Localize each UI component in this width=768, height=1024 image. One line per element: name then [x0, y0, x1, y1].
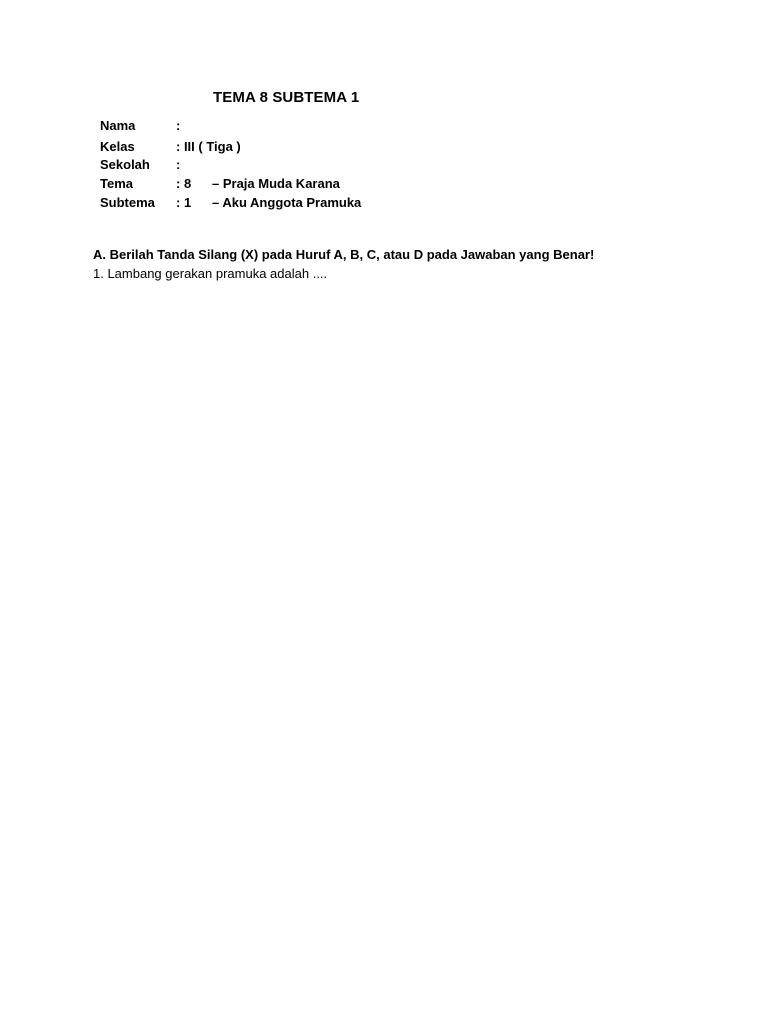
sekolah-label: Sekolah: [100, 157, 150, 172]
subtema-label: Subtema: [100, 195, 155, 210]
tema-label: Tema: [100, 176, 133, 191]
sekolah-value: :: [176, 157, 181, 172]
tema-description: – Praja Muda Karana: [212, 176, 340, 191]
kelas-label: Kelas: [100, 139, 135, 154]
kelas-value: : III ( Tiga ): [176, 139, 241, 154]
tema-value: : 8: [176, 176, 192, 191]
question-1: 1. Lambang gerakan pramuka adalah ....: [93, 266, 328, 281]
section-a-instruction: A. Berilah Tanda Silang (X) pada Huruf A, B, C, atau D pada Jawaban yang Benar!: [93, 247, 595, 262]
subtema-description: – Aku Anggota Pramuka: [212, 195, 362, 210]
page-title: TEMA 8 SUBTEMA 1: [213, 89, 360, 106]
nama-value: :: [176, 118, 181, 133]
nama-label: Nama: [100, 118, 136, 133]
subtema-value: : 1: [176, 195, 192, 210]
